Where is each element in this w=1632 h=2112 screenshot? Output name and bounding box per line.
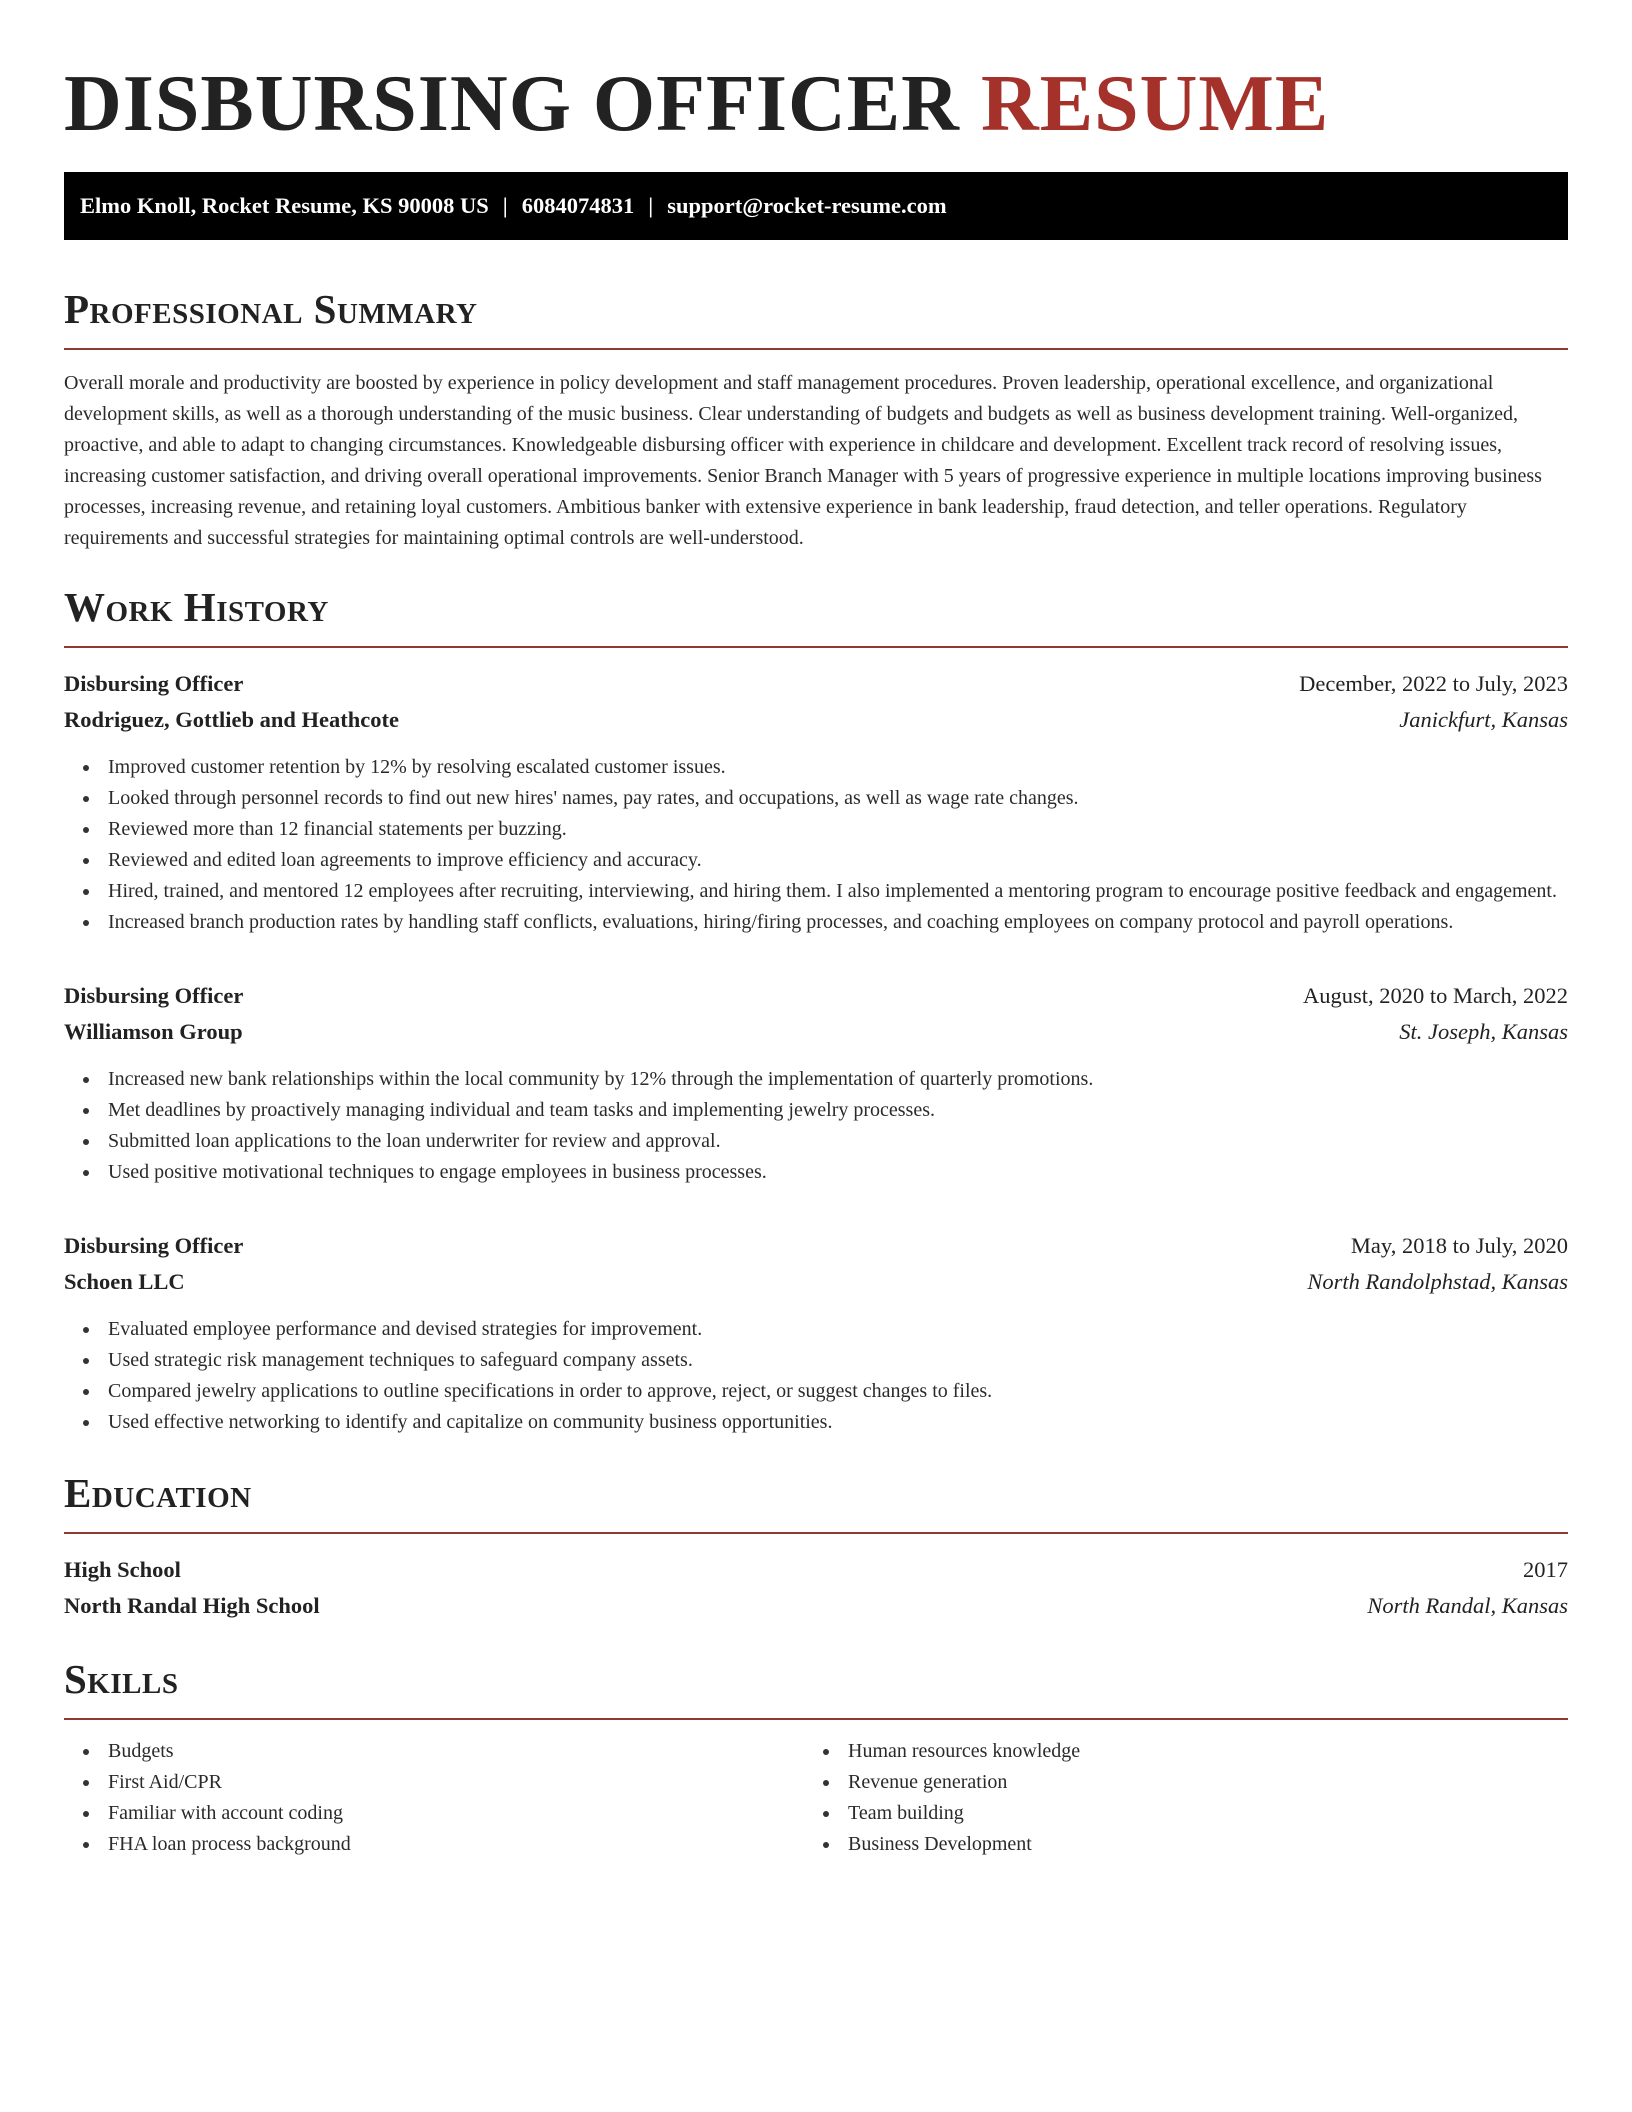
skill-item: Familiar with account coding: [64, 1798, 804, 1829]
job-bullet: Used positive motivational techniques to engage employees in business processes.: [64, 1157, 1568, 1188]
job-bullet-list: [64, 752, 1568, 938]
job-title: Disbursing Officer: [64, 671, 244, 696]
job-dates: August, 2020 to March, 2022: [1303, 983, 1568, 1008]
title-main: DISBURSING OFFICER: [64, 60, 960, 148]
section-heading-work: Work History: [64, 584, 329, 630]
section-divider: [64, 646, 1568, 648]
job-location: Janickfurt, Kansas: [1399, 707, 1568, 732]
section-heading-summary: Professional Summary: [64, 286, 478, 332]
education-school-row: [64, 1588, 1568, 1624]
job-title: Disbursing Officer: [64, 1233, 244, 1258]
job-dates: December, 2022 to July, 2023: [1299, 671, 1568, 696]
skills-list-right: [804, 1736, 1544, 1860]
contact-bar: [64, 172, 1568, 240]
skill-item: Revenue generation: [804, 1767, 1544, 1798]
job-bullet: Met deadlines by proactively managing individual and team tasks and implementing jewelry processes.: [64, 1095, 1568, 1126]
skills-section: [64, 1654, 1568, 1860]
job-bullet-list: [64, 1064, 1568, 1188]
education-degree: High School: [64, 1557, 181, 1582]
job-bullet: Improved customer retention by 12% by resolving escalated customer issues.: [64, 752, 1568, 783]
skills-grid: [64, 1736, 1568, 1860]
contact-separator: |: [502, 193, 508, 218]
job-bullet: Reviewed and edited loan agreements to improve efficiency and accuracy.: [64, 845, 1568, 876]
job-bullet: Evaluated employee performance and devised strategies for improvement.: [64, 1314, 1568, 1345]
skill-item: FHA loan process background: [64, 1829, 804, 1860]
job-company-row: [64, 702, 1568, 738]
job-company: Schoen LLC: [64, 1269, 185, 1294]
resume-title: [64, 0, 1568, 150]
education-section: [64, 1468, 1568, 1624]
skill-item: Human resources knowledge: [804, 1736, 1544, 1767]
job-dates: May, 2018 to July, 2020: [1350, 1233, 1568, 1258]
job-entry: [64, 978, 1568, 1188]
summary-text: Overall morale and productivity are boosted by experience in policy development and staff management procedures. Proven leadership, operational excellence, and organizational development skills, as well as a thorough understanding of the music business. Clear understanding of budgets and budgets as well as business development training. Well-organized, proactive, and able to adapt to changing circumstances. Knowledgeable disbursing officer with experience in childcare and development. Excellent track record of resolving issues, increasing customer satisfaction, and driving overall operational improvements. Senior Branch Manager with 5 years of progressive experience in multiple locations improving business processes, increasing revenue, and retaining loyal customers. Ambitious banker with extensive experience in bank leadership, fraud detection, and teller operations. Regulatory requirements and successful strategies for maintaining optimal controls are well-understood.: [64, 372, 1542, 549]
section-divider: [64, 348, 1568, 350]
job-header-row: [64, 1228, 1568, 1264]
job-entry: [64, 1228, 1568, 1438]
job-bullet-list: [64, 1314, 1568, 1438]
job-bullet: Increased new bank relationships within the local community by 12% through the implementation of quarterly promotions.: [64, 1064, 1568, 1095]
contact-separator: |: [648, 193, 654, 218]
skills-list-left: [64, 1736, 804, 1860]
section-divider: [64, 1532, 1568, 1534]
job-header-row: [64, 978, 1568, 1014]
job-header-row: [64, 666, 1568, 702]
skill-item: Budgets: [64, 1736, 804, 1767]
section-heading-education: Education: [64, 1470, 252, 1516]
job-bullet: Used strategic risk management techniques to safeguard company assets.: [64, 1345, 1568, 1376]
job-entry: [64, 666, 1568, 938]
job-bullet: Looked through personnel records to find out new hires' names, pay rates, and occupations, as well as wage rate changes.: [64, 783, 1568, 814]
contact-phone: 6084074831: [521, 193, 635, 218]
skill-item: Business Development: [804, 1829, 1544, 1860]
job-bullet: Submitted loan applications to the loan underwriter for review and approval.: [64, 1126, 1568, 1157]
education-location: North Randal, Kansas: [1367, 1593, 1568, 1618]
resume-page: [64, 0, 1568, 1860]
job-title: Disbursing Officer: [64, 983, 244, 1008]
title-accent: RESUME: [980, 60, 1330, 148]
summary-section: [64, 284, 1568, 554]
education-header-row: [64, 1552, 1568, 1588]
skill-item: Team building: [804, 1798, 1544, 1829]
contact-email: support@rocket-resume.com: [667, 193, 947, 218]
job-company-row: [64, 1014, 1568, 1050]
education-school: North Randal High School: [64, 1593, 320, 1618]
education-entry: [64, 1552, 1568, 1624]
job-bullet: Used effective networking to identify and capitalize on community business opportunities.: [64, 1407, 1568, 1438]
job-company: Rodriguez, Gottlieb and Heathcote: [64, 707, 399, 732]
job-location: St. Joseph, Kansas: [1399, 1019, 1568, 1044]
education-year: 2017: [1523, 1557, 1568, 1582]
job-company: Williamson Group: [64, 1019, 243, 1044]
skill-item: First Aid/CPR: [64, 1767, 804, 1798]
section-divider: [64, 1718, 1568, 1720]
job-bullet: Increased branch production rates by handling staff conflicts, evaluations, hiring/firing processes, and coaching employees on company protocol and payroll operations.: [64, 907, 1568, 938]
work-history-section: [64, 582, 1568, 1438]
contact-address: Elmo Knoll, Rocket Resume, KS 90008 US: [80, 193, 489, 218]
section-heading-skills: Skills: [64, 1656, 179, 1702]
job-bullet: Reviewed more than 12 financial statements per buzzing.: [64, 814, 1568, 845]
job-location: North Randolphstad, Kansas: [1307, 1269, 1568, 1294]
job-bullet: Compared jewelry applications to outline specifications in order to approve, reject, or suggest changes to files.: [64, 1376, 1568, 1407]
job-company-row: [64, 1264, 1568, 1300]
job-bullet: Hired, trained, and mentored 12 employees after recruiting, interviewing, and hiring them. I also implemented a mentoring program to encourage positive feedback and engagement.: [64, 876, 1568, 907]
